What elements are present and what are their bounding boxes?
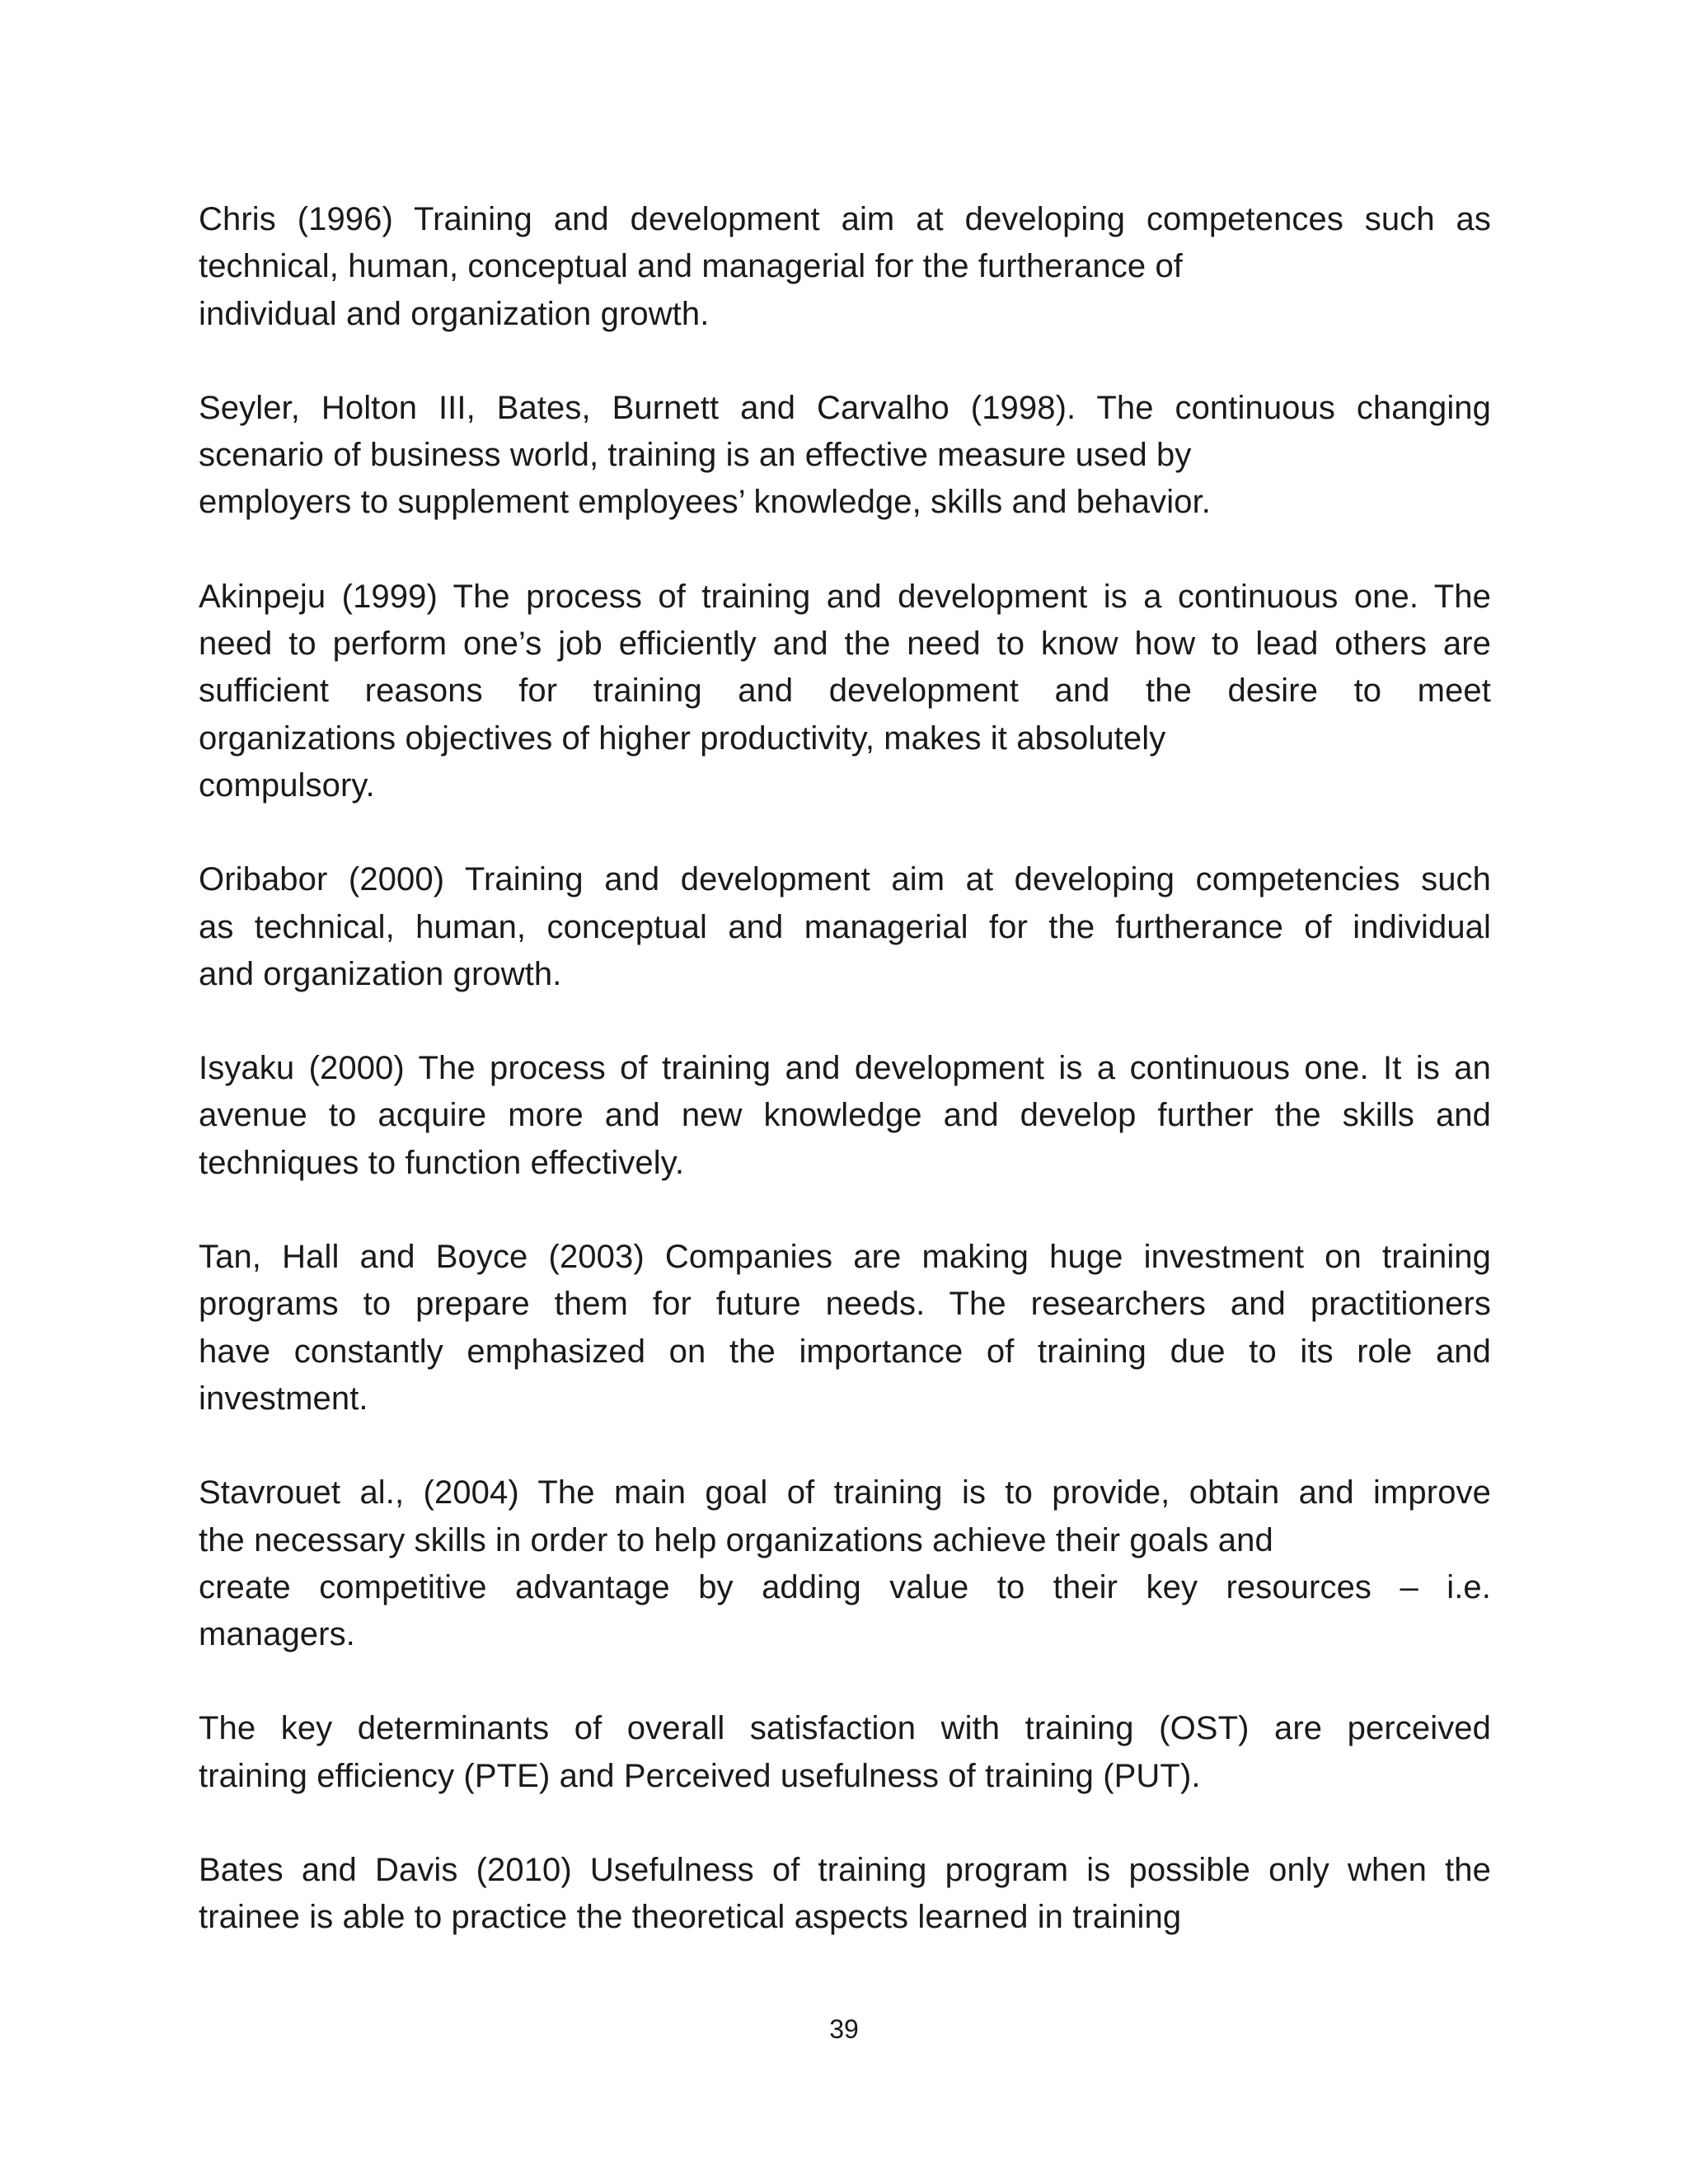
text-line: Stavrouet al., (2004) The main goal of training is to provide, obtain and improve <box>199 1474 1491 1511</box>
paragraph <box>199 385 1491 527</box>
text-line: create competitive advantage by adding value to their key resources – i.e. <box>199 1568 1491 1605</box>
text-line: individual and organization growth. <box>199 295 710 332</box>
text-line: employers to supplement employees’ knowledge, skills and behavior. <box>199 484 1212 521</box>
page-number: 39 <box>829 2014 859 2044</box>
text-line: Bates and Davis (2010) Usefulness of training program is possible only when the <box>199 1852 1491 1889</box>
text-line: compulsory. <box>199 766 375 804</box>
text-line: technical, human, conceptual and managerial for the furtherance of <box>199 248 1184 285</box>
text-line: Seyler, Holton III, Bates, Burnett and Carvalho (1998). The continuous changing <box>199 389 1491 426</box>
text-line: Isyaku (2000) The process of training and development is a continuous one. It is an <box>199 1050 1491 1087</box>
text-line: Tan, Hall and Boyce (2003) Companies are making huge investment on training <box>199 1239 1491 1276</box>
text-line: scenario of business world, training is an effective measure used by <box>199 437 1192 474</box>
paragraph <box>199 1847 1491 1942</box>
paragraph <box>199 196 1491 338</box>
paragraph <box>199 574 1491 809</box>
text-line: The key determinants of overall satisfaction with training (OST) are perceived <box>199 1710 1491 1747</box>
text-line: Oribabor (2000) Training and development aim at developing competencies such <box>199 861 1491 898</box>
text-line: as technical, human, conceptual and managerial for the furtherance of individual <box>199 908 1491 945</box>
text-line: investment. <box>199 1380 368 1417</box>
paragraph <box>199 1045 1491 1187</box>
text-line: techniques to function effectively. <box>199 1144 685 1181</box>
text-line: need to perform one’s job efficiently and the need to know how to lead others are <box>199 626 1491 663</box>
text-line: Chris (1996) Training and development aim at developing competences such as <box>199 201 1491 237</box>
text-line: Akinpeju (1999) The process of training and development is a continuous one. The <box>199 578 1491 615</box>
text-line: training efficiency (PTE) and Perceived usefulness of training (PUT). <box>199 1757 1201 1794</box>
paragraph <box>199 1234 1491 1422</box>
paragraph <box>199 1705 1491 1800</box>
text-line: programs to prepare them for future needs. The researchers and practitioners <box>199 1286 1491 1323</box>
text-line: trainee is able to practice the theoretical aspects learned in training <box>199 1899 1182 1936</box>
body-text <box>199 196 1491 1989</box>
text-line: sufficient reasons for training and development and the desire to meet <box>199 673 1491 710</box>
text-line: and organization growth. <box>199 955 562 992</box>
text-line: have constantly emphasized on the importance of training due to its role and <box>199 1333 1491 1370</box>
text-line: organizations objectives of higher productivity, makes it absolutely <box>199 719 1166 757</box>
paragraph <box>199 856 1491 998</box>
text-line: the necessary skills in order to help organizations achieve their goals and <box>199 1521 1273 1558</box>
text-line: managers. <box>199 1616 355 1653</box>
paragraph <box>199 1469 1491 1658</box>
text-line: avenue to acquire more and new knowledge and develop further the skills and <box>199 1097 1491 1134</box>
